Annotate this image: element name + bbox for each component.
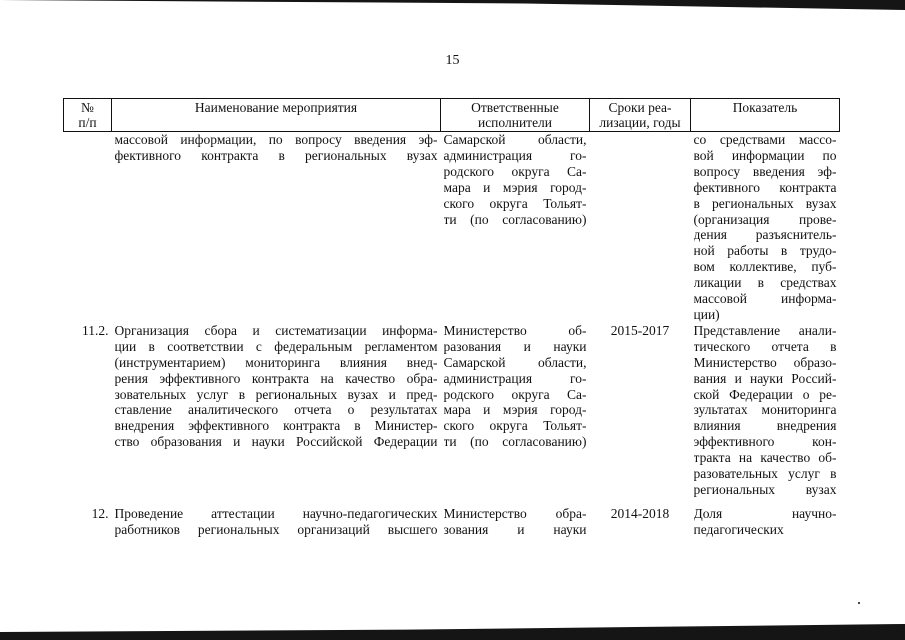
header-terms: Сроки реа- лизации, годы	[590, 99, 691, 132]
row-number: 11.2.	[82, 322, 109, 338]
table-header-row	[64, 99, 840, 132]
scan-speck	[858, 602, 860, 604]
header-number: № п/п	[64, 99, 112, 132]
row-number	[64, 132, 112, 323]
measures-table	[63, 98, 840, 538]
indicator-cell: со средствами массо- вой информации по вопросу введения эф- фективного контракта в региональных вузах (организация прове- дения разъяснитель- ной работы в трудо- вом коллективе, пуб- ликации в средствах массовой информа- ции)	[693, 132, 837, 322]
responsible-cell: Самарской области, администрация го- родского округа Са- мара и мэрия город- ского округа Тольят- ти (по согласованию)	[443, 132, 587, 227]
terms-cell: 2015-2017	[610, 322, 670, 338]
measure-name-cell: Проведение аттестации научно-педагогических работников региональных организаций высшего	[114, 505, 438, 537]
scan-edge-bottom	[0, 624, 905, 640]
header-responsible: Ответственные исполнители	[441, 99, 590, 132]
scan-edge-top	[0, 0, 905, 10]
responsible-cell: Министерство об- разования и науки Самарской области, администрация го- родского округа Са- мара и мэрия город- ского округа Тольят- ти (по согласованию)	[443, 322, 587, 450]
terms-cell: 2014-2018	[610, 505, 670, 521]
terms-cell	[590, 132, 691, 323]
header-indicator: Показатель	[691, 99, 840, 132]
measure-name-cell: массовой информации, по вопросу введения эф- фективного контракта в региональных вузах	[114, 132, 438, 163]
header-measure-name: Наименование мероприятия	[112, 99, 441, 132]
page-number: 15	[445, 53, 460, 68]
responsible-cell: Министерство обра- зования и науки	[443, 505, 587, 537]
indicator-cell: Представление анали- тического отчета в Министерство образо- вания и науки Россий- ской Федерации о ре- зультатах мониторинга влияния внедрения эффективного кон- тракта на качество об- разовательных услуг в региональных вузах	[693, 322, 837, 497]
indicator-cell: Доля научно- педагогических	[693, 505, 837, 537]
row-spacer	[64, 498, 840, 506]
row-number: 12.	[91, 505, 109, 521]
measure-name-cell: Организация сбора и систематизации информа- ции в соответствии с федеральным регламентом (инструментарием) мониторинга влияния внед- рения эффективного контракта на качество обра- зовательных услуг в региональных вузах и пред- ставление аналитического отчета о результатах внедрения эффективного контракта в Министер- ство образования и науки Российской Федерации	[114, 322, 438, 450]
table-row	[64, 323, 840, 498]
table-row	[64, 132, 840, 323]
table-row	[64, 506, 840, 538]
